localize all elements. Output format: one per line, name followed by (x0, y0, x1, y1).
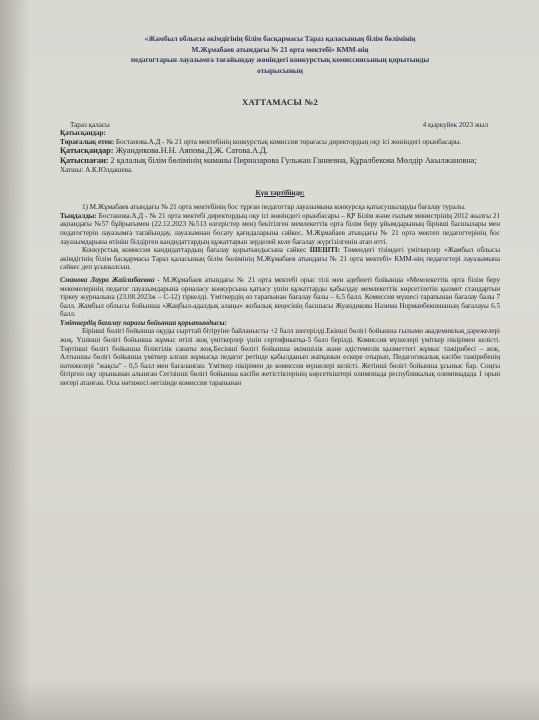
members-paragraph (60, 146, 500, 156)
chair-label: Төрағалық етен: (60, 137, 115, 146)
commission-paragraph (60, 246, 500, 272)
eval-paragraph: Бірінші бөлігі бойынша оқуды сырттай бітіруіне байланысты +2 балл шегерілді.Екінші бөлігі бойынша ғылыми академиялық дәрежелері жоқ. Үшінші бөлігі бойынша жұмыс өтілі жоқ үміткерлер үшін сертификатқа-5 балл берілді. Комиссия мүшелері үміткер пікірімен келісті. Төртінші бөлігі бойынша біліктілік санаты жоқ.Бесінші бөлігі бойынша әкімшілік және әдістемелік қызметтегі жұмыс тәжірибесі – жоқ. Алтыншы бөлігі бойынша үміткер алғаш жұмысқа педагог ретінде қабылданып жатқанын ескере отырып, Педагогикалық кәсіби тәжірибенің нәтижелері "жақсы" - 0,5 балл мен бағаланған. Үміткер пікірімен де комиссия мүшелері келісті. Жетінші бөлігі бойынша ұсыныс бар. Соңғы бітірген оқу орынынан алынған Сегізінші бөлігі бойынша кәсіби жетістіктерінің көрсеткіштері олимпиада республикалық олимпиадада 1 орын иегері атанған. Осы нәтижесі негізінде комиссия тарапынан (60, 327, 500, 388)
document-header (60, 34, 500, 76)
commission-text-1: Конкурстық комиссия кандидаттардың бағалау қорытындысына сәйкес (82, 246, 310, 255)
agenda-heading: Күн тәртібінде: (255, 188, 305, 197)
agenda-item: 1) М.Жұмабаев атындағы № 21 орта мектебінің бос тұрған педагогтар лауазымына конкурсқа қатысушыларды бағалау туралы. (82, 203, 466, 212)
members-label: Қатысқандар: (60, 146, 114, 156)
commission-decision: ШЕШТІ: (309, 246, 341, 255)
header-line-4: отырысының (257, 65, 303, 75)
absent-text: 2 қалалық білім бөлімінің маманы Пирназарова Гульжан Ганиевна, Құралбекова Мөлдір Акылжановна; (108, 156, 477, 166)
candidate-paragraph (60, 276, 500, 319)
page-shadow-bottom (0, 680, 539, 720)
heard-paragraph (60, 212, 500, 246)
document-title: ХАТТАМАСЫ №2 (241, 97, 319, 107)
absent-label: Қатыспағаи: (60, 156, 109, 166)
document-page (60, 18, 500, 388)
candidate-text: - М.Жұмабаев атындағы № 21 орта мектебі орыс тілі мен әдебиеті бойынша «Мемлекеттік орта білім беру мекемелерінің педагог лауазымдарына орналасу конкурсына қатысу үшін құжаттарды қабылдау мемлекеттік көрсетілетін қызмет стандартын тіркеу журналына (23.08.2023ж – С-12) тіркелді. Үміткердің өз тарапынан бағалау балы – 6.5 балл. Комиссия мүшесі тарапынан бағалау балы 7 балл. Жамбыл облысы бойынша «Жаңбыл-адалдық алаңы» жобалық кеңесінің басшысы Жуандикова Назима Нормаибековнаның бағалауы 6.5 балл. (60, 275, 500, 319)
commission-text-2: Төмендегі тізімдегі үміткерлер «Жамбыл облысы әкімдігінің білім басқармасы Тараз қаласының білім бөлімінің М.Жұмабаев атындағы № 21 орта мектебі» КММ-нің педагогтері лауазымына сәйкес деп ұсынылсын. (60, 246, 500, 272)
chair-paragraph (60, 138, 500, 147)
heard-text: Бостанова.А.Д - № 21 орта мектебі директордың оқу ісі жөніндегі орынбасары – ҚР Білім және ғылым министрінің 2012 жылғы 21 ақпандағы №57 бұйрығымен (22.12.2023 №513 өзгерістер мен) бекітілген мемлекеттік орта білім беру ұйымдарының бірінші басшылары мен педагогтерін лауазымға тағайындау, лауазымнан босату қағидаларына сәйкес, М.Жұмабаев атындағы № 21 орта мектеп педагогтерінің бос лауазымдарына өтініш білдірген кандидаттардың құжаттарын зерделей келе бағалау жүргізілгенін атап өтті. (60, 211, 500, 246)
meta-city: Тараз қаласы (70, 120, 110, 129)
absent-paragraph (60, 156, 500, 166)
header-line-3: педагогтарын лауазымға тағайындау жөніндегі конкурстық комиссиясының қорытынды (130, 55, 430, 64)
header-line-2: М.Жұмабаев атындағы № 21 орта мектебі» КММ-нің (191, 44, 369, 54)
meta-row (70, 121, 488, 130)
candidate-name: Сманова Лаура Жайлибаевна (60, 275, 155, 284)
attendees-heading: Қатысқандар: (60, 129, 106, 138)
meta-date: 4 қыркүйек 2023 жыл (422, 120, 488, 129)
secretary-line: Хатшы: А.К.Юлдашева. (60, 165, 133, 174)
eval-heading: Үміткердің бағалау парағы бойынша қорытындысы: (60, 318, 227, 327)
members-text: Жуандикова.Н.Н. Аяпова.Д.Ж. Сатова.А.Д. (113, 146, 268, 156)
heard-label: Тыңдалды: (60, 211, 97, 220)
chair-text: Бостанова.А.Д - № 21 орта мектебінің конкурстық комиссия төрағасы директордың оқу ісі жөніндегі орынбасары. (114, 137, 462, 146)
page-shadow-left (0, 0, 30, 720)
header-line-1: «Жамбыл облысы әкімдігінің білім басқармасы Тараз қаласының білім бөлімінің (144, 34, 416, 43)
